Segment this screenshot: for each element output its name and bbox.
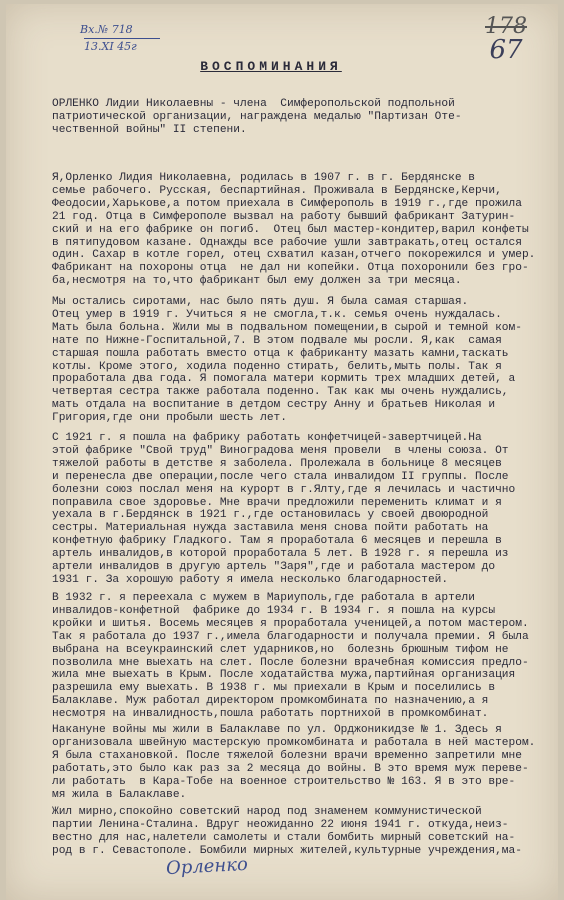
intro-paragraph: ОРЛЕНКО Лидии Николаевны - члена Симферопольской подпольной патриотической организации, награждена медалью "Партизан Оте- чественной войны" II степени. [52,98,462,136]
paragraph-3: С 1921 г. я пошла на фабрику работать конфетчицей-завертчицей.На этой фабрике "Свой труд" Виноградова меня провели в члены союза. От тяжелой работы в детстве я заболела. Пролежала в больнице 8 месяцев и перенесла две операции,после чего стала инвалидом II группы. После болезни союз послал меня на курорт в г.Ялту,где я лечилась и частично поправила свое здоровье. Мне врачи предложили переменить климат и я уехала в г.Бердянск в 1921 г.,где остановилась у своей двоюродной сестры. Материальная нужда заставила меня снова пойти работать на конфетную фабрику Гладкого. Там я проработала 6 месяцев и перешла в артель инвалидов,в которой проработала 5 лет. В 1928 г. я перешла из артели инвалидов в другую артель "Заря",где и работала мастером до 1931 г. За хорошую работу я имела несколько благодарностей. [52,432,516,586]
registration-stamp [80,22,160,55]
paragraph-5: Накануне войны мы жили в Балаклаве по ул. Орджоникидзе № 1. Здесь я организовала швейную мастерскую промкомбината и работала в ней мастером. Я была стахановкой. После тяжелой болезни врачи временно запретили мне работать,это было как раз за 2 месяца до войны. В это время муж переве- ли работать в Кара-Тобе на военное строительство № 163. Я в это вре- мя жила в Балаклаве. [52,724,536,801]
stamp-date: 13.XI 45г [84,38,160,55]
stamp-number: Вх.№ 718 [80,23,133,36]
document-page [6,4,558,900]
paragraph-6: Жил мирно,спокойно советский народ под знаменем коммунистической партии Ленина-Сталина. Вдруг неожиданно 22 июня 1941 г. откуда,неиз- вестно для нас,налетели самолеты и стали бомбить мирный советский на- род в г. Севастополе. Бомбили мирных жителей,культурные учреждения,ма- [52,806,522,857]
document-title: ВОСПОМИНАНИЯ [200,59,342,74]
paragraph-1: Я,Орленко Лидия Николаевна, родилась в 1907 г. в г. Бердянске в семье рабочего. Русская, беспартийная. Проживала в Бердянске,Керчи, Феодосии,Харькове,а потом приехала в Симферополь в 1919 г.,где прожила 21 год. Отца в Симферополе вызвал на работу бывший фабрикант Затурин- ский и на его фабрике он погиб. Отец был мастер-кондитер,варил конфеты в пятипудовом казане. Однажды все рабочие ушли завтракать,отец остался один. Сахар в котле горел, отец схватил казан,отчего покорежился и умер. Фабрикант на похороны отца не дал ни копейки. Отца похоронили без гро- ба,несмотря на то,что фабрикант был ему должен за три месяца. [52,172,536,288]
paragraph-4: В 1932 г. я переехала с мужем в Мариуполь,где работала в артели инвалидов-конфетной фабрике до 1934 г. В 1934 г. я пошла на курсы кройки и шитья. Восемь месяцев я проработала ученицей,а потом мастером. Так я работала до 1937 г.,имела благодарности и получала премии. Я была выбрана на всеукраинский слет ударников,но болезнь брюшным тифом не позволила мне выехать на слет. После болезни врачебная комиссия предло- жила мне выехать в Крым. После ходатайства мужа,партийная организация разрешила ему выехать. В 1938 г. мы приехали в Крым и поселились в Балаклаве. Муж работал директором промкомбината по назначению,а я несмотря на инвалидность,пошла работать портнихой в промкомбинат. [52,592,529,721]
folio-old: 178 [485,14,527,39]
paragraph-2: Мы остались сиротами, нас было пять душ. Я была самая старшая. Отец умер в 1919 г. Учиться я не смогла,т.к. семья очень нуждалась. Мать была больна. Жили мы в подвальном помещении,в сырой и темной ком- нате по Нижне-Госпитальной,7. В этом подвале мы росли. Я,как самая старшая пошла работать вместо отца к фабриканту мазать камни,таскать котлы. Кроме этого, ходила поденно стирать, белить,мыть полы. Так я проработала два года. Я помогала матери кормить трех младших детей, а четвертая сестра также работала поденно. Так как мы очень нуждались, мать отдала на воспитание в детдом сестру Анну и братьев Николая и Григория,где они пробыли шесть лет. [52,296,522,425]
handwritten-signature: Орленко [165,853,249,880]
folio-number [476,14,536,65]
folio-new: 67 [489,35,523,65]
